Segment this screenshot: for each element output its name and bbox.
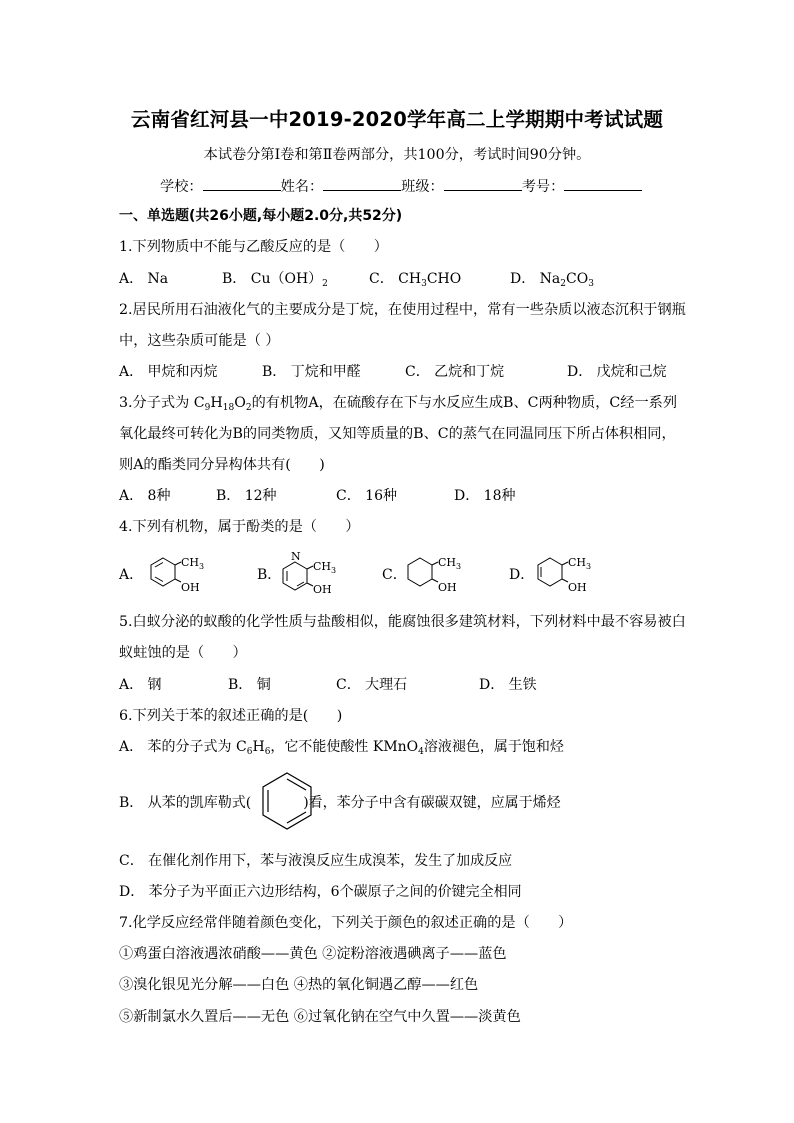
q3-l1-post: 的有机物A，在硫酸存在下与水反应生成B、C两种物质，C经一系列 [251, 395, 678, 411]
q1-option-a: A． Na [119, 271, 169, 287]
q3-option-d: D． 18种 [454, 488, 516, 504]
q4-stem: 4.下列有机物，属于酚类的是（ ） [119, 519, 360, 535]
q2-option-c: C． 乙烷和丁烷 [405, 364, 505, 380]
q2-stem-line2: 中，这些杂质可能是（ ） [119, 333, 280, 349]
q7-item-line1: ①鸡蛋白溶液遇浓硝酸——黄色 ②淀粉溶液遇碘离子——蓝色 [119, 946, 507, 962]
q3-sub2: 18 [222, 403, 235, 413]
q1-b-sub: 2 [322, 279, 328, 289]
q1-stem: 1.下列物质中不能与乙酸反应的是（ ） [119, 239, 388, 255]
q1-c-text: C． CH [369, 271, 422, 287]
q5-option-c: C． 大理石 [336, 677, 408, 693]
q4-b-ch3-sub: 3 [331, 566, 337, 575]
q3-option-a: A． 8种 [119, 488, 171, 504]
q2-stem-line1: 2.居民所用石油液化气的主要成分是丁烷，在使用过程中，常有一些杂质以液态沉积于钢瓶 [119, 302, 686, 318]
q6-a-sub3: 4 [418, 747, 424, 757]
q7-item-line3: ⑤新制氯水久置后——无色 ⑥过氧化钠在空气中久置——淡黄色 [119, 1009, 521, 1025]
q1-d-mid: CO [566, 271, 589, 287]
q4-c-ch3-sub: 3 [456, 562, 462, 571]
q4-structure-b-icon [277, 546, 357, 600]
q1-c-sub: 3 [421, 279, 427, 289]
q6-a-h: H [252, 739, 265, 755]
q3-l1-o: O [234, 395, 246, 411]
q4-option-b-label: B． [257, 567, 282, 583]
q6-option-d: D． 苯分子为平面正六边形结构，6个碳原子之间的价键完全相同 [119, 884, 522, 900]
q3-stem-line2: 氧化最终可转化为B的同类物质，又知等质量的B、C的蒸气在同温同压下所占体积相同， [119, 426, 676, 442]
q6-b-post: )看，苯分子中含有碳碳双键，应属于烯烃 [303, 795, 561, 811]
q6-a-post: 溶液褪色，属于饱和烃 [423, 739, 564, 755]
q6-option-a [119, 738, 564, 756]
q4-a-ch3: CH [181, 556, 200, 569]
q1-c-post: CHO [426, 271, 462, 287]
q3-option-b: B． 12种 [216, 488, 277, 504]
q4-b-ch3: CH [313, 560, 332, 573]
q3-l1-text: 3.分子式为 C [119, 395, 205, 411]
class-label: 班级： [401, 179, 444, 195]
q5-stem-line1: 5.白蚁分泌的蚁酸的化学性质与盐酸相似，能腐蚀很多建筑材料，下列材料中最不容易被白 [119, 614, 686, 630]
name-blank[interactable] [323, 178, 401, 191]
q1-d-text: D． Na [510, 271, 561, 287]
q4-a-oh: OH [181, 581, 200, 594]
svg-text:CH3 [438, 556, 461, 571]
svg-text:CH3 [181, 556, 204, 571]
q4-option-a-label: A． [119, 567, 144, 583]
q4-c-oh: OH [438, 581, 457, 594]
q2-option-d: D． 戊烷和己烷 [567, 364, 667, 380]
q4-option-c-label: C． [382, 567, 407, 583]
kekule-benzene-icon [258, 769, 316, 835]
exam-instructions: 本试卷分第Ⅰ卷和第Ⅱ卷两部分，共100分，考试时间90分钟。 [203, 147, 591, 163]
q6-a-mid: ，它不能使酸性 KMnO [270, 739, 419, 755]
q4-structure-a-icon [143, 550, 223, 600]
svg-text:CH3 [568, 556, 591, 571]
q7-item-line2: ③溴化银见光分解——白色 ④热的氧化铜遇乙醇——红色 [119, 977, 479, 993]
class-blank[interactable] [444, 178, 522, 191]
school-blank[interactable] [203, 178, 281, 191]
q5-option-a: A． 钢 [119, 677, 162, 693]
q4-c-ch3: CH [438, 556, 457, 569]
q6-b-text: B． 从苯的凯库勒式( [119, 795, 252, 811]
q3-stem-line3: 则A的酯类同分异构体共有( ) [119, 457, 325, 473]
q4-d-oh: OH [568, 581, 587, 594]
q4-a-ch3-sub: 3 [199, 562, 205, 571]
q1-d-sub1: 2 [560, 279, 567, 289]
exam-no-blank[interactable] [564, 178, 642, 191]
q4-d-ch3: CH [568, 556, 587, 569]
q4-structure-d-icon [530, 550, 610, 600]
q5-option-d: D． 生铁 [479, 677, 537, 693]
q3-sub1: 9 [204, 403, 211, 413]
section-heading: 一、单选题(共26小题,每小题2.0分,共52分) [119, 208, 403, 224]
exam-no-label: 考号： [521, 179, 565, 195]
svg-text:CH3 [313, 560, 336, 575]
q4-b-n: N [291, 550, 301, 563]
q1-d-sub2: 3 [588, 279, 594, 289]
q5-stem-line2: 蚁蛀蚀的是（ ） [119, 645, 247, 661]
q4-d-ch3-sub: 3 [586, 562, 592, 571]
q6-stem: 6.下列关于苯的叙述正确的是( ) [119, 708, 343, 724]
q3-option-c: C． 16种 [336, 488, 397, 504]
q6-option-b [119, 794, 561, 812]
q7-stem: 7.化学反应经常伴随着颜色变化，下列关于颜色的叙述正确的是（ ） [119, 915, 573, 931]
q3-l1-h: H [210, 395, 223, 411]
q3-sub3: 2 [245, 403, 252, 413]
q4-structure-c-icon [400, 550, 480, 600]
q1-option-d [510, 270, 594, 288]
q5-option-b: B． 铜 [228, 677, 271, 693]
q1-option-b [222, 270, 328, 288]
name-label: 姓名： [280, 179, 324, 195]
q6-a-text: A． 苯的分子式为 C [119, 739, 247, 755]
q1-b-text: B． Cu（OH） [222, 271, 323, 287]
q1-option-c [369, 270, 461, 288]
q6-a-sub1: 6 [246, 747, 253, 757]
page-title: 云南省红河县一中2019-2020学年高二上学期期中考试试题 [130, 108, 664, 131]
q6-option-c: C． 在催化剂作用下，苯与液溴反应生成溴苯，发生了加成反应 [119, 853, 513, 869]
q6-a-sub2: 6 [264, 747, 271, 757]
student-info [160, 178, 642, 196]
school-label: 学校： [160, 179, 203, 195]
q2-option-a: A． 甲烷和丙烷 [119, 364, 218, 380]
q4-b-oh: OH [313, 583, 332, 596]
q3-stem-line1 [119, 394, 677, 412]
q4-option-d-label: D． [509, 567, 535, 583]
q2-option-b: B． 丁烷和甲醛 [262, 364, 361, 380]
